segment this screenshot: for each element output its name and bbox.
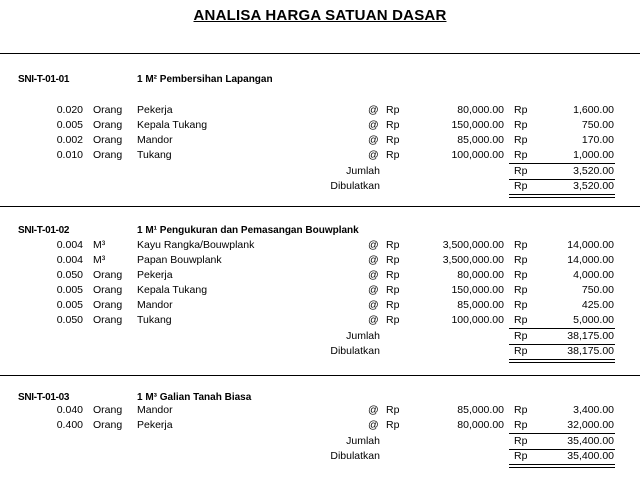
total-double-rule — [509, 194, 615, 198]
currency: Rp — [386, 149, 400, 161]
jumlah-label: Jumlah — [346, 330, 380, 342]
currency: Rp — [386, 239, 400, 251]
section-separator — [0, 206, 640, 207]
line-total: 5,000.00 — [573, 314, 614, 326]
dibulatkan-value: 3,520.00 — [573, 180, 614, 192]
coefficient: 0.040 — [56, 404, 83, 416]
at-sign: @ — [368, 254, 379, 266]
line-total: 750.00 — [581, 119, 614, 131]
at-sign: @ — [368, 104, 379, 116]
description: Pekerja — [137, 419, 173, 431]
description: Pekerja — [137, 269, 173, 281]
unit-price: 85,000.00 — [457, 134, 504, 146]
jumlah-row — [0, 164, 640, 179]
unit-price: 3,500,000.00 — [442, 239, 504, 251]
currency: Rp — [514, 239, 528, 251]
currency: Rp — [386, 419, 400, 431]
section-separator — [0, 375, 640, 376]
line-total: 14,000.00 — [567, 254, 614, 266]
currency: Rp — [514, 180, 528, 192]
jumlah-row — [0, 329, 640, 344]
description: Papan Bouwplank — [137, 254, 222, 266]
jumlah-value: 35,400.00 — [567, 435, 614, 447]
at-sign: @ — [368, 269, 379, 281]
at-sign: @ — [368, 149, 379, 161]
currency: Rp — [514, 269, 528, 281]
jumlah-label: Jumlah — [346, 435, 380, 447]
unit-price: 80,000.00 — [457, 269, 504, 281]
unit-price: 3,500,000.00 — [442, 254, 504, 266]
currency: Rp — [514, 435, 528, 447]
description: Mandor — [137, 299, 173, 311]
dibulatkan-row — [0, 179, 640, 194]
line-total: 32,000.00 — [567, 419, 614, 431]
description: Kayu Rangka/Bouwplank — [137, 239, 255, 251]
at-sign: @ — [368, 314, 379, 326]
document-title: ANALISA HARGA SATUAN DASAR — [193, 7, 447, 24]
table-row — [0, 118, 640, 133]
dibulatkan-label: Dibulatkan — [330, 345, 380, 357]
unit: Orang — [93, 284, 123, 296]
at-sign: @ — [368, 284, 379, 296]
unit-price: 85,000.00 — [457, 299, 504, 311]
unit: Orang — [93, 104, 123, 116]
jumlah-value: 3,520.00 — [573, 165, 614, 177]
coefficient: 0.002 — [56, 134, 83, 146]
table-row — [0, 148, 640, 163]
currency: Rp — [386, 284, 400, 296]
jumlah-row — [0, 434, 640, 449]
unit-price: 85,000.00 — [457, 404, 504, 416]
currency: Rp — [386, 254, 400, 266]
at-sign: @ — [368, 299, 379, 311]
coefficient: 0.050 — [56, 314, 83, 326]
coefficient: 0.005 — [56, 284, 83, 296]
currency: Rp — [514, 165, 528, 177]
currency: Rp — [386, 269, 400, 281]
section-title: 1 M¹ Pengukuran dan Pemasangan Bouwplank — [137, 225, 359, 236]
coefficient: 0.010 — [56, 149, 83, 161]
section-title: 1 M³ Galian Tanah Biasa — [137, 392, 252, 403]
unit: Orang — [93, 419, 123, 431]
unit: M³ — [93, 254, 106, 266]
line-total: 170.00 — [581, 134, 614, 146]
table-row — [0, 268, 640, 283]
currency: Rp — [514, 330, 528, 342]
currency: Rp — [386, 404, 400, 416]
unit: Orang — [93, 404, 123, 416]
section-code: SNI-T-01-01 — [18, 74, 70, 85]
unit-price: 100,000.00 — [451, 149, 504, 161]
unit: M³ — [93, 239, 106, 251]
jumlah-value: 38,175.00 — [567, 330, 614, 342]
unit-price: 150,000.00 — [451, 284, 504, 296]
coefficient: 0.020 — [56, 104, 83, 116]
unit-price: 80,000.00 — [457, 104, 504, 116]
unit: Orang — [93, 314, 123, 326]
currency: Rp — [514, 404, 528, 416]
section-title: 1 M² Pembersihan Lapangan — [137, 74, 273, 85]
table-row — [0, 313, 640, 328]
table-row — [0, 418, 640, 433]
jumlah-label: Jumlah — [346, 165, 380, 177]
unit-price: 80,000.00 — [457, 419, 504, 431]
table-row — [0, 253, 640, 268]
line-total: 750.00 — [581, 284, 614, 296]
description: Mandor — [137, 404, 173, 416]
dibulatkan-label: Dibulatkan — [330, 450, 380, 462]
total-double-rule — [509, 359, 615, 363]
at-sign: @ — [368, 404, 379, 416]
at-sign: @ — [368, 239, 379, 251]
unit: Orang — [93, 134, 123, 146]
currency: Rp — [514, 134, 528, 146]
line-total: 14,000.00 — [567, 239, 614, 251]
table-row — [0, 133, 640, 148]
currency: Rp — [514, 299, 528, 311]
currency: Rp — [514, 149, 528, 161]
section-separator — [0, 53, 640, 54]
section-code: SNI-T-01-02 — [18, 225, 70, 236]
table-row — [0, 103, 640, 118]
currency: Rp — [514, 314, 528, 326]
at-sign: @ — [368, 419, 379, 431]
currency: Rp — [514, 450, 528, 462]
description: Tukang — [137, 149, 172, 161]
currency: Rp — [386, 134, 400, 146]
unit-price: 100,000.00 — [451, 314, 504, 326]
dibulatkan-label: Dibulatkan — [330, 180, 380, 192]
dibulatkan-value: 35,400.00 — [567, 450, 614, 462]
section-code: SNI-T-01-03 — [18, 392, 70, 403]
dibulatkan-row — [0, 344, 640, 359]
unit: Orang — [93, 299, 123, 311]
description: Kepala Tukang — [137, 119, 208, 131]
description: Kepala Tukang — [137, 284, 208, 296]
currency: Rp — [386, 119, 400, 131]
table-row — [0, 298, 640, 313]
coefficient: 0.005 — [56, 119, 83, 131]
currency: Rp — [514, 104, 528, 116]
coefficient: 0.050 — [56, 269, 83, 281]
line-total: 1,000.00 — [573, 149, 614, 161]
unit: Orang — [93, 149, 123, 161]
currency: Rp — [386, 104, 400, 116]
description: Tukang — [137, 314, 172, 326]
currency: Rp — [386, 299, 400, 311]
line-total: 1,600.00 — [573, 104, 614, 116]
table-row — [0, 283, 640, 298]
currency: Rp — [514, 284, 528, 296]
dibulatkan-row — [0, 449, 640, 464]
line-total: 425.00 — [581, 299, 614, 311]
currency: Rp — [514, 254, 528, 266]
table-row — [0, 238, 640, 253]
coefficient: 0.005 — [56, 299, 83, 311]
currency: Rp — [514, 119, 528, 131]
description: Pekerja — [137, 104, 173, 116]
table-row — [0, 403, 640, 418]
currency: Rp — [386, 314, 400, 326]
coefficient: 0.004 — [56, 239, 83, 251]
total-double-rule — [509, 464, 615, 468]
line-total: 4,000.00 — [573, 269, 614, 281]
line-total: 3,400.00 — [573, 404, 614, 416]
description: Mandor — [137, 134, 173, 146]
unit: Orang — [93, 269, 123, 281]
at-sign: @ — [368, 134, 379, 146]
unit: Orang — [93, 119, 123, 131]
unit-price: 150,000.00 — [451, 119, 504, 131]
dibulatkan-value: 38,175.00 — [567, 345, 614, 357]
coefficient: 0.004 — [56, 254, 83, 266]
currency: Rp — [514, 345, 528, 357]
coefficient: 0.400 — [56, 419, 83, 431]
currency: Rp — [514, 419, 528, 431]
at-sign: @ — [368, 119, 379, 131]
